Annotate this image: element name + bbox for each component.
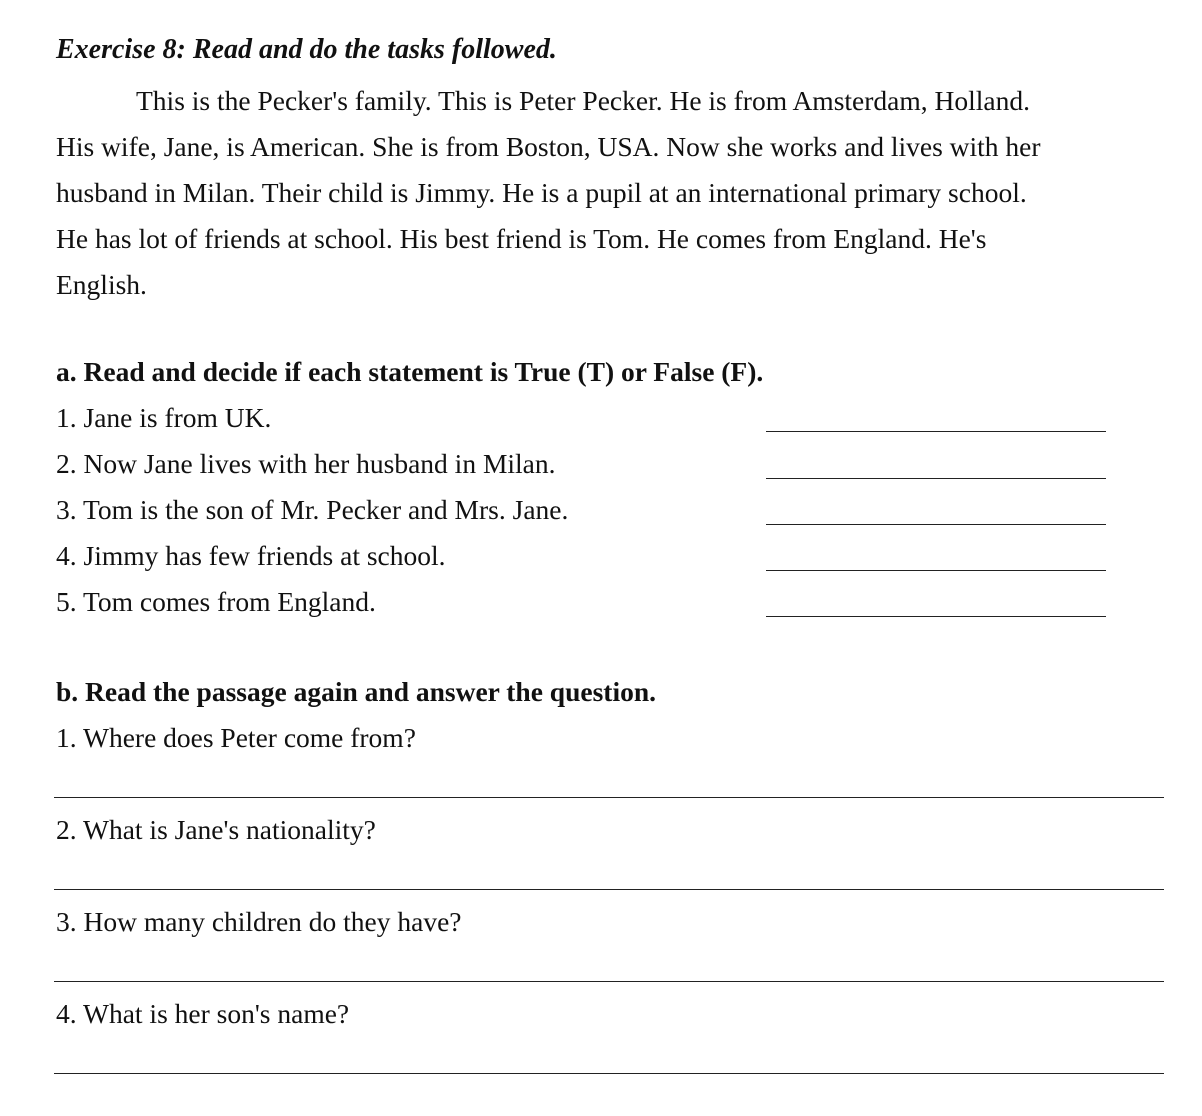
passage-line: English.: [56, 269, 147, 300]
part-b-heading: b. Read the passage again and answer the question.: [56, 676, 657, 707]
answer-line-3[interactable]: [54, 981, 1164, 982]
answer-blank-1[interactable]: [766, 431, 1106, 432]
answer-blank-5[interactable]: [766, 616, 1106, 617]
answer-blank-3[interactable]: [766, 524, 1106, 525]
passage-line: This is the Pecker's family. This is Peter Pecker. He is from Amsterdam, Holland.: [136, 85, 1030, 116]
passage-line: His wife, Jane, is American. She is from Boston, USA. Now she works and lives with her: [56, 131, 1041, 162]
answer-blank-2[interactable]: [766, 478, 1106, 479]
question-3: 3. How many children do they have?: [56, 906, 462, 937]
question-1: 1. Where does Peter come from?: [56, 722, 416, 753]
answer-line-4[interactable]: [54, 1073, 1164, 1074]
question-4: 4. What is her son's name?: [56, 998, 350, 1029]
answer-blank-4[interactable]: [766, 570, 1106, 571]
exercise-title: Exercise 8: Read and do the tasks followed.: [56, 34, 557, 65]
passage-line: husband in Milan. Their child is Jimmy. He is a pupil at an international primary school.: [56, 177, 1027, 208]
statement-2: 2. Now Jane lives with her husband in Milan.: [56, 448, 556, 479]
question-2: 2. What is Jane's nationality?: [56, 814, 376, 845]
part-a-heading: a. Read and decide if each statement is True (T) or False (F).: [56, 356, 764, 387]
answer-line-2[interactable]: [54, 889, 1164, 890]
statement-1: 1. Jane is from UK.: [56, 402, 272, 433]
passage-line: He has lot of friends at school. His best friend is Tom. He comes from England. He's: [56, 223, 987, 254]
answer-line-1[interactable]: [54, 797, 1164, 798]
reading-passage: [56, 78, 1166, 308]
statement-5: 5. Tom comes from England.: [56, 586, 376, 617]
statement-3: 3. Tom is the son of Mr. Pecker and Mrs. Jane.: [56, 494, 569, 525]
statement-4: 4. Jimmy has few friends at school.: [56, 540, 446, 571]
